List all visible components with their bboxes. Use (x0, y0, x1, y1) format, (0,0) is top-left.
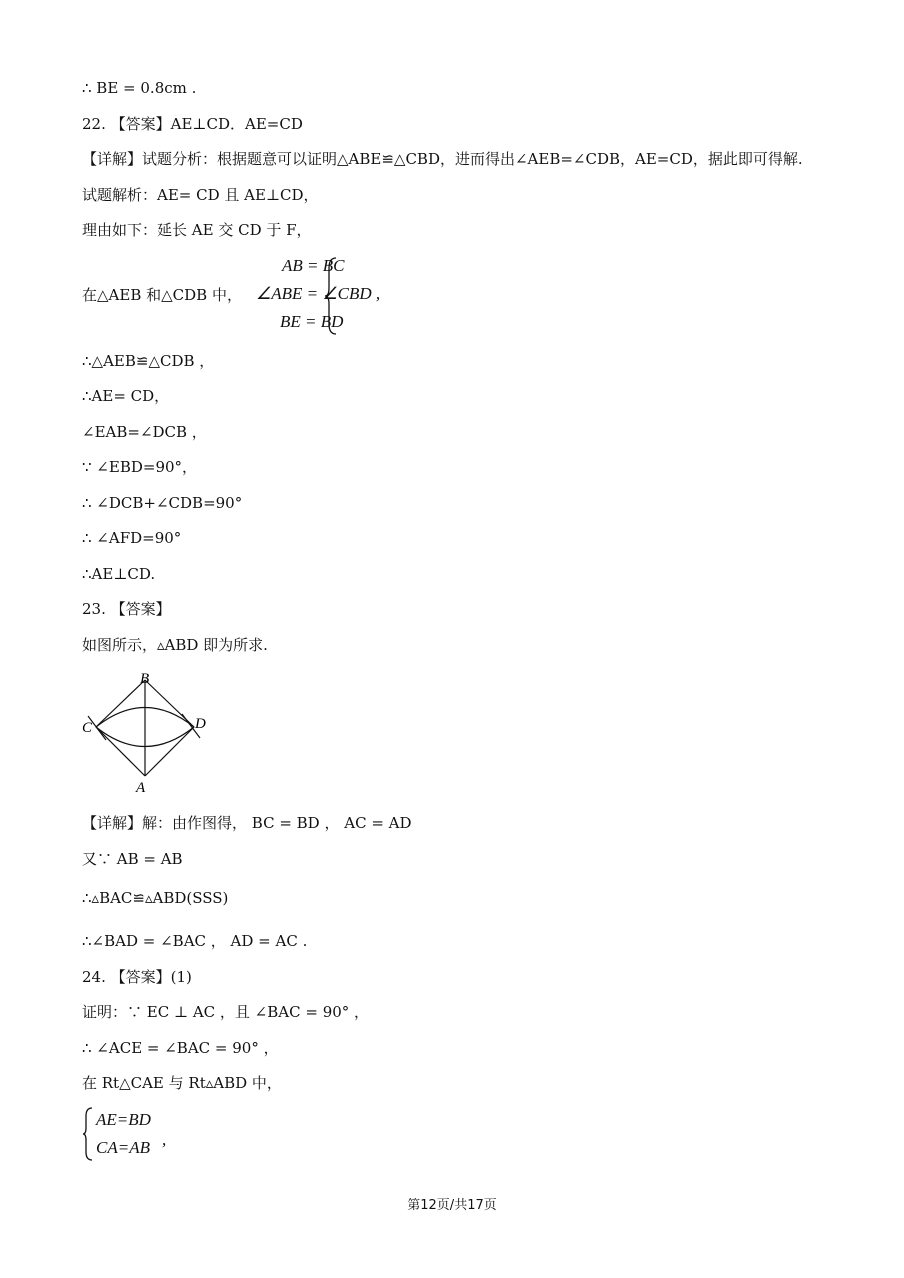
solution-22: 试题解析：AE= CD 且 AE⊥CD， (82, 186, 319, 204)
angle-bad-bac: ∴∠BAD = ∠BAC ， AD = AC . (82, 932, 308, 950)
ae-perp-cd: ∴AE⊥CD. (82, 565, 156, 583)
answer-22: 22. 【答案】AE⊥CD．AE=CD (82, 115, 303, 133)
congruent-conclusion: ∴△AEB≌△CDB ， (82, 352, 215, 370)
proof-24: 证明：∵ EC ⊥ AC ，且 ∠BAC = 90° ， (82, 1003, 370, 1021)
equation-ab-bc: AB = BC (282, 256, 345, 275)
left-brace-icon-2 (82, 1106, 94, 1162)
angle-afd-90: ∴ ∠AFD=90° (82, 529, 182, 547)
angle-ace-bac: ∴ ∠ACE = ∠BAC = 90° ， (82, 1039, 279, 1057)
detail-23: 【详解】解：由作图得， BC = BD ， AC = AD (82, 814, 412, 832)
equation-ca-ab: CA=AB (96, 1138, 150, 1157)
system-comma: , (162, 1130, 167, 1149)
answer-24: 24. 【答案】(1) (82, 968, 192, 986)
system-label: 在△AEB 和△CDB 中， (82, 286, 242, 304)
point-d-label: D (195, 716, 206, 732)
point-a-label: A (136, 780, 146, 796)
angle-eab-dcb: ∠EAB=∠DCB ， (82, 423, 207, 441)
sss-congruence: ∴▵BAC≌▵ABD(SSS) (82, 889, 229, 907)
equation-be-bd: BE = BD (280, 312, 344, 331)
figure-caption: 如图所示，▵ABD 即为所求. (82, 636, 268, 654)
equation-ae-bd: AE=BD (96, 1110, 151, 1129)
answer-23: 23. 【答案】 (82, 600, 171, 618)
rt-triangles: 在 Rt△CAE 与 Rt▵ABD 中， (82, 1074, 282, 1092)
line-be-result: ∴ BE = 0.8cm . (82, 79, 197, 97)
ab-eq-ab: 又∵ AB = AB (82, 850, 183, 868)
angle-ebd-90: ∵ ∠EBD=90°， (82, 458, 198, 476)
construction-figure (78, 668, 208, 796)
page-number: 第12页/共17页 (407, 1198, 497, 1213)
analysis-22: 【详解】试题分析：根据题意可以证明△ABE≌△CBD，进而得出∠AEB=∠CDB，AE=CD，据此即可得解. (82, 150, 803, 168)
equation-angle-abe-cbd: ∠ABE = ∠CBD , (256, 284, 381, 303)
point-c-label: C (82, 720, 93, 736)
hl-system (82, 1106, 282, 1162)
reason-22: 理由如下：延长 AE 交 CD 于 F， (82, 221, 312, 239)
point-b-label: B (140, 671, 150, 687)
ae-eq-cd: ∴AE= CD， (82, 387, 170, 405)
angle-sum-90: ∴ ∠DCB+∠CDB=90° (82, 494, 243, 512)
